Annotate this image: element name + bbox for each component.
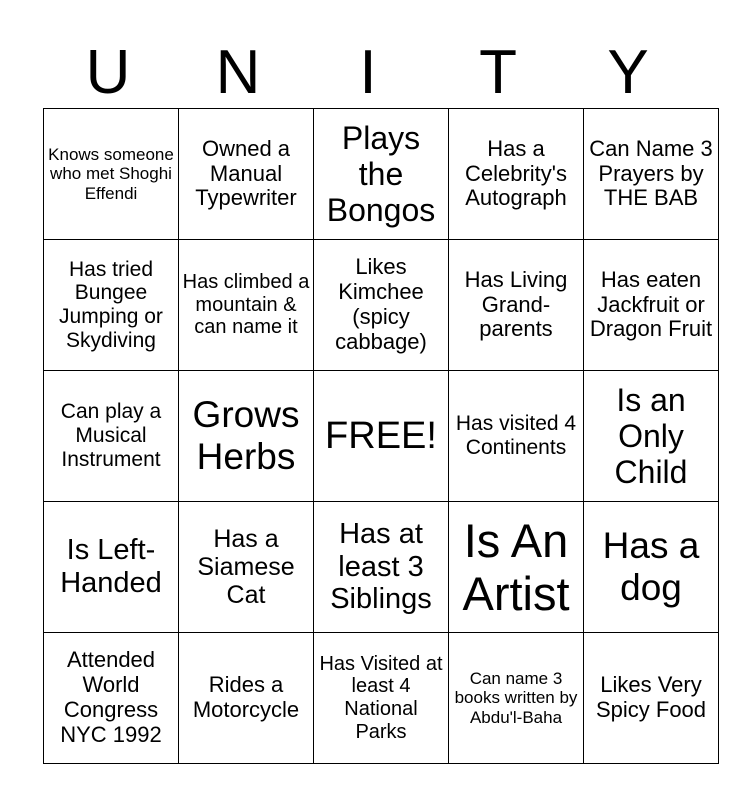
bingo-cell[interactable]: Has a Siamese Cat (179, 502, 314, 633)
bingo-cell[interactable]: Is Left-Handed (44, 502, 179, 633)
bingo-cell[interactable]: Can Name 3 Prayers by THE BAB (584, 109, 719, 240)
bingo-cell[interactable]: Has Visited at least 4 National Parks (314, 633, 449, 764)
bingo-row (44, 109, 719, 240)
bingo-cell[interactable]: Likes Very Spicy Food (584, 633, 719, 764)
bingo-cell[interactable]: Likes Kimchee (spicy cabbage) (314, 240, 449, 371)
title-letter: N (215, 38, 261, 107)
bingo-cell[interactable]: Knows someone who met Shoghi Effendi (44, 109, 179, 240)
bingo-row (44, 371, 719, 502)
bingo-cell[interactable]: Rides a Motorcycle (179, 633, 314, 764)
title-letter: Y (607, 38, 649, 107)
bingo-cell[interactable]: Grows Herbs (179, 371, 314, 502)
bingo-cell[interactable]: Plays the Bongos (314, 109, 449, 240)
title-letter: T (479, 38, 517, 107)
bingo-cell[interactable]: Can name 3 books written by Abdu'l-Baha (449, 633, 584, 764)
bingo-cell[interactable]: Has at least 3 Siblings (314, 502, 449, 633)
bingo-cell[interactable]: Has a Celebrity's Autograph (449, 109, 584, 240)
bingo-cell[interactable]: Can play a Musical Instrument (44, 371, 179, 502)
bingo-title (43, 38, 693, 108)
bingo-grid (43, 108, 719, 764)
title-letter: I (359, 38, 377, 107)
bingo-row (44, 240, 719, 371)
bingo-cell[interactable]: Has eaten Jackfruit or Dragon Fruit (584, 240, 719, 371)
bingo-cell[interactable]: Attended World Congress NYC 1992 (44, 633, 179, 764)
bingo-cell[interactable]: Is an Only Child (584, 371, 719, 502)
bingo-row (44, 633, 719, 764)
bingo-cell free-space[interactable]: FREE! (314, 371, 449, 502)
bingo-row (44, 502, 719, 633)
bingo-cell[interactable]: Owned a Manual Typewriter (179, 109, 314, 240)
bingo-cell[interactable]: Has tried Bungee Jumping or Skydiving (44, 240, 179, 371)
bingo-cell[interactable]: Is An Artist (449, 502, 584, 633)
bingo-cell[interactable]: Has Living Grand-parents (449, 240, 584, 371)
bingo-cell[interactable]: Has climbed a mountain & can name it (179, 240, 314, 371)
title-letter: U (85, 38, 131, 107)
bingo-cell[interactable]: Has visited 4 Continents (449, 371, 584, 502)
bingo-cell[interactable]: Has a dog (584, 502, 719, 633)
